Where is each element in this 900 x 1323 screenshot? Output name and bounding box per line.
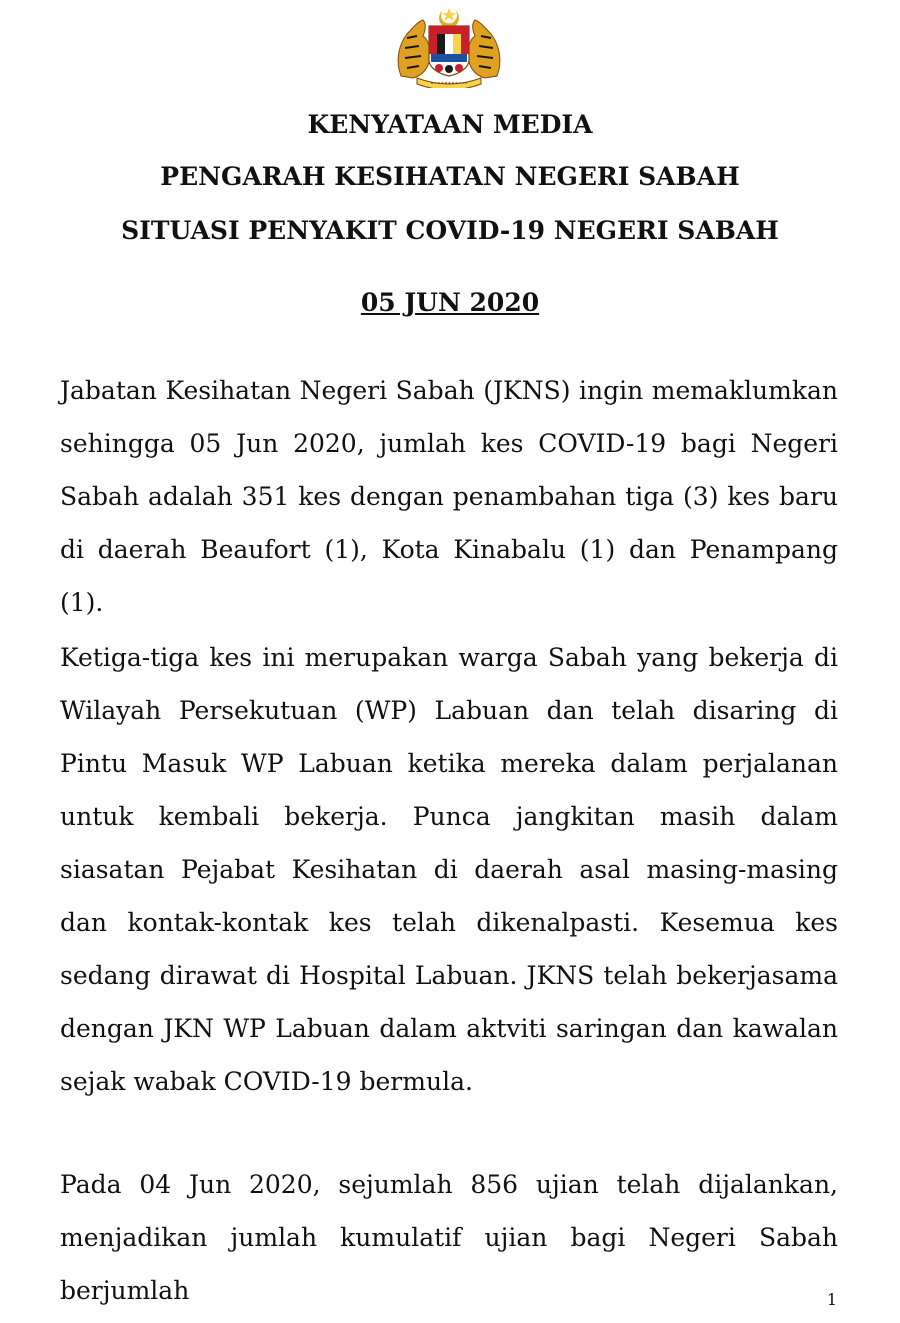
statement-date: 05 JUN 2020 (360, 288, 540, 317)
paragraph-testing: Pada 04 Jun 2020, sejumlah 856 ujian telah dijalankan, menjadikan jumlah kumulatif ujian bagi Negeri Sabah berjumlah (60, 1170, 838, 1305)
page-number: 1 (826, 1290, 838, 1309)
subject-title: SITUASI PENYAKIT COVID-19 NEGERI SABAH (121, 216, 779, 245)
media-statement-title: KENYATAAN MEDIA (307, 110, 593, 139)
paragraph-case-summary: Jabatan Kesihatan Negeri Sabah (JKNS) ingin memaklumkan sehingga 05 Jun 2020, jumlah kes COVID-19 bagi Negeri Sabah adalah 351 kes dengan penambahan tiga (3) kes baru di daerah Beaufort (1), Kota Kinabalu (1) dan Penampang (1). (60, 376, 838, 617)
malaysia-coat-of-arms-icon (393, 6, 505, 88)
paragraph-case-details: Ketiga-tiga kes ini merupakan warga Sabah yang bekerja di Wilayah Persekutuan (WP) Labuan dan telah disaring di Pintu Masuk WP Labuan ketika mereka dalam perjalanan untuk kembali bekerja. Punca jangkitan masih dalam siasatan Pejabat Kesihatan di daerah asal masing-masing dan kontak-kontak kes telah dikenalpasti. Kesemua kes sedang dirawat di Hospital Labuan. JKNS telah bekerjasama dengan JKN WP Labuan dalam aktviti saringan dan kawalan sejak wabak COVID-19 bermula. (60, 643, 838, 1096)
issuer-title: PENGARAH KESIHATAN NEGERI SABAH (160, 162, 740, 191)
